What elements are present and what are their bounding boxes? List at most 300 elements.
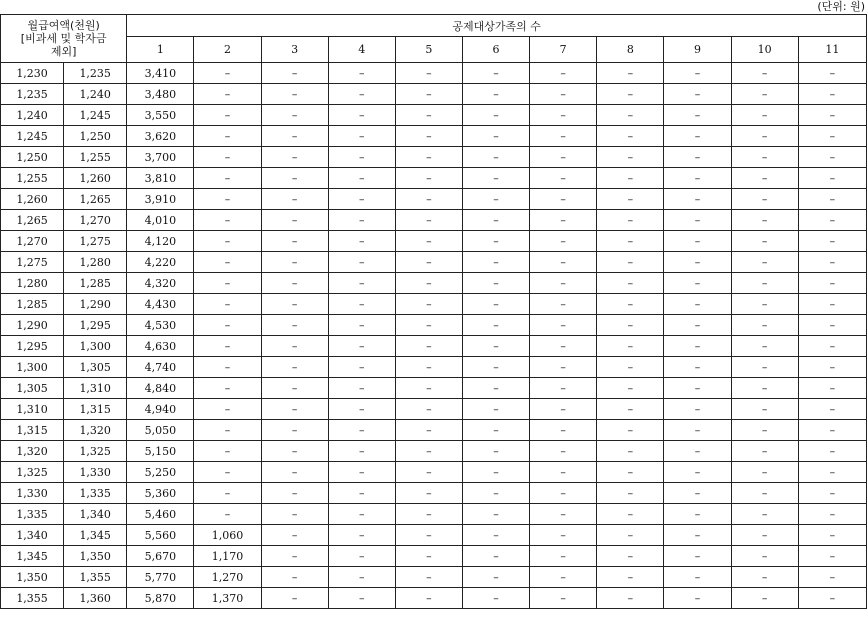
tax-amount-cell: –: [261, 588, 328, 609]
salary-to-cell: 1,265: [64, 189, 127, 210]
salary-from-cell: 1,275: [1, 252, 64, 273]
tax-amount-cell: –: [731, 420, 798, 441]
tax-amount-cell: –: [395, 462, 462, 483]
salary-from-cell: 1,265: [1, 210, 64, 231]
salary-to-cell: 1,235: [64, 63, 127, 84]
tax-amount-cell: –: [597, 420, 664, 441]
tax-amount-cell: –: [261, 210, 328, 231]
family-count-column-header: 2: [194, 37, 261, 63]
table-row: [1, 63, 867, 84]
salary-from-cell: 1,315: [1, 420, 64, 441]
tax-amount-cell: –: [462, 420, 529, 441]
tax-amount-cell: –: [328, 336, 395, 357]
tax-amount-cell: –: [597, 504, 664, 525]
tax-amount-cell: 3,550: [127, 105, 194, 126]
tax-amount-cell: –: [261, 462, 328, 483]
tax-amount-cell: –: [328, 231, 395, 252]
table-row: [1, 315, 867, 336]
tax-amount-cell: –: [395, 336, 462, 357]
tax-amount-cell: 4,940: [127, 399, 194, 420]
tax-amount-cell: –: [328, 84, 395, 105]
tax-amount-cell: –: [261, 399, 328, 420]
tax-amount-cell: 4,320: [127, 273, 194, 294]
tax-amount-cell: –: [731, 441, 798, 462]
salary-to-cell: 1,345: [64, 525, 127, 546]
tax-amount-cell: –: [798, 168, 866, 189]
table-row: [1, 336, 867, 357]
tax-amount-cell: –: [261, 126, 328, 147]
tax-amount-cell: –: [462, 189, 529, 210]
tax-amount-cell: –: [597, 462, 664, 483]
family-count-column-header: 6: [462, 37, 529, 63]
tax-amount-cell: –: [194, 273, 261, 294]
family-count-column-header: 9: [664, 37, 731, 63]
salary-from-cell: 1,320: [1, 441, 64, 462]
tax-amount-cell: –: [530, 588, 597, 609]
tax-amount-cell: 5,770: [127, 567, 194, 588]
tax-amount-cell: –: [194, 105, 261, 126]
tax-amount-cell: –: [530, 504, 597, 525]
tax-amount-cell: –: [597, 126, 664, 147]
tax-amount-cell: –: [261, 63, 328, 84]
tax-amount-cell: –: [731, 252, 798, 273]
salary-from-cell: 1,260: [1, 189, 64, 210]
tax-amount-cell: –: [664, 210, 731, 231]
tax-amount-cell: –: [798, 525, 866, 546]
tax-amount-cell: –: [395, 147, 462, 168]
table-row: [1, 588, 867, 609]
tax-amount-cell: –: [530, 168, 597, 189]
tax-amount-cell: –: [530, 252, 597, 273]
tax-amount-cell: –: [194, 294, 261, 315]
family-count-column-header: 4: [328, 37, 395, 63]
tax-amount-cell: –: [261, 420, 328, 441]
tax-amount-cell: –: [462, 504, 529, 525]
family-count-column-header: 8: [597, 37, 664, 63]
salary-to-cell: 1,330: [64, 462, 127, 483]
tax-amount-cell: –: [798, 441, 866, 462]
salary-to-cell: 1,315: [64, 399, 127, 420]
salary-from-cell: 1,285: [1, 294, 64, 315]
tax-amount-cell: –: [664, 315, 731, 336]
tax-amount-cell: –: [597, 399, 664, 420]
tax-amount-cell: 4,840: [127, 378, 194, 399]
tax-amount-cell: –: [328, 147, 395, 168]
tax-amount-cell: –: [395, 84, 462, 105]
tax-amount-cell: –: [798, 273, 866, 294]
tax-amount-cell: –: [664, 378, 731, 399]
salary-to-cell: 1,290: [64, 294, 127, 315]
family-count-column-header: 11: [798, 37, 866, 63]
family-count-column-header: 3: [261, 37, 328, 63]
tax-amount-cell: –: [395, 210, 462, 231]
tax-amount-cell: –: [328, 210, 395, 231]
tax-amount-cell: –: [462, 105, 529, 126]
tax-amount-cell: –: [664, 462, 731, 483]
tax-amount-cell: –: [731, 105, 798, 126]
tax-amount-cell: –: [530, 336, 597, 357]
tax-amount-cell: 4,010: [127, 210, 194, 231]
tax-amount-cell: 4,530: [127, 315, 194, 336]
tax-amount-cell: –: [731, 336, 798, 357]
salary-from-cell: 1,330: [1, 483, 64, 504]
table-row: [1, 504, 867, 525]
salary-to-cell: 1,270: [64, 210, 127, 231]
tax-amount-cell: –: [597, 84, 664, 105]
tax-amount-cell: –: [597, 441, 664, 462]
salary-from-cell: 1,305: [1, 378, 64, 399]
tax-amount-cell: –: [194, 483, 261, 504]
tax-amount-cell: –: [395, 105, 462, 126]
tax-amount-cell: –: [395, 420, 462, 441]
tax-amount-cell: –: [194, 399, 261, 420]
tax-amount-cell: –: [328, 252, 395, 273]
tax-amount-cell: –: [194, 168, 261, 189]
salary-from-cell: 1,235: [1, 84, 64, 105]
table-row: [1, 231, 867, 252]
tax-amount-cell: –: [530, 273, 597, 294]
tax-amount-cell: –: [664, 294, 731, 315]
tax-amount-cell: –: [664, 63, 731, 84]
tax-amount-cell: –: [664, 483, 731, 504]
tax-amount-cell: –: [194, 63, 261, 84]
salary-to-cell: 1,250: [64, 126, 127, 147]
table-row: [1, 105, 867, 126]
table-row: [1, 210, 867, 231]
salary-from-cell: 1,230: [1, 63, 64, 84]
tax-amount-cell: –: [194, 210, 261, 231]
tax-amount-cell: –: [597, 357, 664, 378]
tax-amount-cell: –: [798, 357, 866, 378]
tax-amount-cell: –: [798, 483, 866, 504]
table-row: [1, 252, 867, 273]
tax-amount-cell: –: [731, 294, 798, 315]
tax-amount-cell: –: [731, 525, 798, 546]
table-row: [1, 525, 867, 546]
table-row: [1, 126, 867, 147]
salary-to-cell: 1,260: [64, 168, 127, 189]
tax-amount-cell: –: [597, 189, 664, 210]
tax-amount-cell: –: [530, 483, 597, 504]
tax-amount-cell: –: [597, 105, 664, 126]
tax-amount-cell: –: [798, 378, 866, 399]
tax-amount-cell: –: [530, 189, 597, 210]
tax-amount-cell: –: [798, 567, 866, 588]
tax-amount-cell: –: [664, 189, 731, 210]
tax-amount-cell: –: [194, 252, 261, 273]
tax-amount-cell: 3,620: [127, 126, 194, 147]
tax-amount-cell: –: [328, 441, 395, 462]
salary-from-cell: 1,270: [1, 231, 64, 252]
tax-amount-cell: –: [194, 126, 261, 147]
salary-from-cell: 1,310: [1, 399, 64, 420]
tax-amount-cell: –: [261, 315, 328, 336]
salary-to-cell: 1,340: [64, 504, 127, 525]
tax-amount-cell: –: [597, 273, 664, 294]
tax-amount-cell: –: [328, 567, 395, 588]
tax-amount-cell: –: [395, 126, 462, 147]
tax-amount-cell: –: [731, 462, 798, 483]
tax-amount-cell: 4,630: [127, 336, 194, 357]
tax-amount-cell: 1,270: [194, 567, 261, 588]
tax-amount-cell: 1,060: [194, 525, 261, 546]
salary-to-cell: 1,350: [64, 546, 127, 567]
tax-amount-cell: –: [731, 273, 798, 294]
tax-amount-cell: –: [462, 210, 529, 231]
salary-to-cell: 1,285: [64, 273, 127, 294]
tax-amount-cell: –: [261, 231, 328, 252]
tax-amount-cell: –: [597, 210, 664, 231]
tax-amount-cell: –: [328, 546, 395, 567]
tax-amount-cell: –: [328, 63, 395, 84]
table-row: [1, 462, 867, 483]
table-row: [1, 273, 867, 294]
tax-amount-cell: –: [798, 336, 866, 357]
table-row: [1, 378, 867, 399]
tax-amount-cell: 4,120: [127, 231, 194, 252]
tax-amount-cell: –: [530, 462, 597, 483]
tax-amount-cell: 3,810: [127, 168, 194, 189]
salary-to-cell: 1,305: [64, 357, 127, 378]
tax-amount-cell: –: [664, 126, 731, 147]
tax-amount-cell: –: [530, 126, 597, 147]
tax-amount-cell: –: [798, 252, 866, 273]
salary-header-line3: 제외]: [50, 45, 77, 58]
salary-from-cell: 1,350: [1, 567, 64, 588]
tax-amount-cell: –: [462, 441, 529, 462]
tax-amount-cell: –: [664, 441, 731, 462]
salary-header-line1: 월급여액(천원): [27, 19, 100, 32]
tax-amount-cell: –: [462, 273, 529, 294]
tax-amount-cell: –: [664, 525, 731, 546]
tax-amount-cell: –: [395, 588, 462, 609]
salary-to-cell: 1,245: [64, 105, 127, 126]
table-row: [1, 84, 867, 105]
tax-amount-cell: 5,560: [127, 525, 194, 546]
tax-amount-cell: –: [328, 189, 395, 210]
tax-amount-cell: –: [530, 147, 597, 168]
tax-amount-cell: –: [328, 294, 395, 315]
tax-amount-cell: –: [194, 189, 261, 210]
tax-amount-cell: –: [462, 63, 529, 84]
salary-to-cell: 1,275: [64, 231, 127, 252]
tax-amount-cell: –: [328, 525, 395, 546]
tax-amount-cell: –: [462, 357, 529, 378]
tax-amount-cell: –: [664, 546, 731, 567]
tax-amount-cell: –: [798, 84, 866, 105]
tax-amount-cell: –: [664, 336, 731, 357]
tax-amount-cell: 3,480: [127, 84, 194, 105]
salary-to-cell: 1,310: [64, 378, 127, 399]
tax-amount-cell: –: [328, 588, 395, 609]
tax-amount-cell: –: [530, 420, 597, 441]
tax-amount-cell: –: [462, 231, 529, 252]
tax-amount-cell: –: [395, 189, 462, 210]
tax-amount-cell: –: [731, 84, 798, 105]
table-row: [1, 294, 867, 315]
tax-amount-cell: –: [597, 147, 664, 168]
tax-amount-cell: –: [395, 546, 462, 567]
tax-amount-cell: –: [530, 84, 597, 105]
tax-amount-cell: –: [597, 168, 664, 189]
tax-amount-cell: –: [194, 504, 261, 525]
tax-amount-cell: –: [731, 567, 798, 588]
tax-amount-cell: 5,250: [127, 462, 194, 483]
table-row: [1, 546, 867, 567]
tax-amount-cell: –: [395, 315, 462, 336]
tax-amount-cell: –: [664, 231, 731, 252]
tax-amount-cell: –: [328, 420, 395, 441]
tax-amount-cell: –: [530, 231, 597, 252]
tax-amount-cell: –: [731, 210, 798, 231]
tax-amount-cell: –: [798, 189, 866, 210]
tax-amount-cell: –: [462, 588, 529, 609]
tax-amount-cell: –: [261, 84, 328, 105]
tax-amount-cell: –: [798, 63, 866, 84]
withholding-tax-table: [0, 14, 867, 609]
tax-amount-cell: –: [462, 168, 529, 189]
tax-amount-cell: –: [395, 504, 462, 525]
tax-amount-cell: –: [395, 252, 462, 273]
tax-amount-cell: –: [261, 378, 328, 399]
tax-amount-cell: –: [395, 399, 462, 420]
tax-amount-cell: –: [462, 399, 529, 420]
tax-amount-cell: –: [261, 504, 328, 525]
tax-amount-cell: –: [395, 273, 462, 294]
tax-amount-cell: –: [194, 147, 261, 168]
tax-amount-cell: –: [798, 315, 866, 336]
tax-amount-cell: –: [798, 588, 866, 609]
tax-amount-cell: –: [194, 378, 261, 399]
tax-amount-cell: –: [597, 378, 664, 399]
tax-amount-cell: –: [664, 84, 731, 105]
tax-amount-cell: 3,910: [127, 189, 194, 210]
tax-amount-cell: –: [664, 357, 731, 378]
tax-amount-cell: –: [731, 588, 798, 609]
salary-to-cell: 1,280: [64, 252, 127, 273]
tax-amount-cell: –: [798, 420, 866, 441]
tax-amount-cell: –: [328, 399, 395, 420]
tax-amount-cell: 4,740: [127, 357, 194, 378]
tax-amount-cell: –: [194, 462, 261, 483]
tax-amount-cell: –: [798, 147, 866, 168]
tax-amount-cell: –: [664, 567, 731, 588]
family-number-row: [1, 37, 867, 63]
tax-amount-cell: –: [462, 84, 529, 105]
tax-amount-cell: 4,430: [127, 294, 194, 315]
table-row: [1, 483, 867, 504]
tax-amount-cell: –: [328, 378, 395, 399]
tax-amount-cell: –: [664, 420, 731, 441]
tax-amount-cell: 5,870: [127, 588, 194, 609]
tax-amount-cell: –: [194, 84, 261, 105]
tax-amount-cell: –: [261, 567, 328, 588]
tax-amount-cell: –: [597, 546, 664, 567]
tax-amount-cell: –: [664, 105, 731, 126]
tax-amount-cell: –: [462, 294, 529, 315]
table-row: [1, 168, 867, 189]
tax-amount-cell: –: [731, 357, 798, 378]
tax-amount-cell: –: [731, 546, 798, 567]
salary-to-cell: 1,255: [64, 147, 127, 168]
tax-amount-cell: –: [530, 105, 597, 126]
tax-amount-cell: –: [664, 168, 731, 189]
tax-amount-cell: 5,360: [127, 483, 194, 504]
tax-amount-cell: –: [798, 546, 866, 567]
family-count-column-header: 1: [127, 37, 194, 63]
family-count-column-header: 7: [530, 37, 597, 63]
tax-amount-cell: –: [194, 315, 261, 336]
tax-amount-cell: –: [731, 231, 798, 252]
tax-amount-cell: –: [798, 126, 866, 147]
tax-amount-cell: –: [462, 147, 529, 168]
tax-amount-cell: –: [798, 105, 866, 126]
table-row: [1, 567, 867, 588]
tax-amount-cell: –: [328, 483, 395, 504]
tax-amount-cell: –: [731, 189, 798, 210]
tax-amount-cell: –: [328, 504, 395, 525]
tax-amount-cell: –: [731, 126, 798, 147]
table-row: [1, 189, 867, 210]
tax-amount-cell: –: [194, 441, 261, 462]
salary-to-cell: 1,360: [64, 588, 127, 609]
tax-amount-cell: –: [462, 315, 529, 336]
tax-amount-cell: –: [462, 252, 529, 273]
table-row: [1, 357, 867, 378]
tax-amount-cell: –: [597, 483, 664, 504]
tax-amount-cell: –: [597, 588, 664, 609]
tax-amount-cell: –: [798, 504, 866, 525]
tax-amount-cell: –: [462, 378, 529, 399]
salary-from-cell: 1,245: [1, 126, 64, 147]
tax-amount-cell: –: [731, 399, 798, 420]
salary-from-cell: 1,325: [1, 462, 64, 483]
tax-amount-cell: –: [798, 231, 866, 252]
tax-amount-cell: –: [597, 315, 664, 336]
tax-amount-cell: –: [395, 294, 462, 315]
table-row: [1, 441, 867, 462]
tax-amount-cell: –: [731, 147, 798, 168]
tax-amount-cell: –: [462, 546, 529, 567]
salary-from-cell: 1,240: [1, 105, 64, 126]
tax-amount-cell: –: [261, 168, 328, 189]
tax-amount-cell: 1,370: [194, 588, 261, 609]
salary-from-cell: 1,340: [1, 525, 64, 546]
tax-amount-cell: –: [328, 315, 395, 336]
tax-amount-cell: –: [194, 336, 261, 357]
tax-amount-cell: –: [798, 210, 866, 231]
tax-amount-cell: –: [798, 399, 866, 420]
tax-amount-cell: –: [530, 315, 597, 336]
table-row: [1, 399, 867, 420]
tax-amount-cell: –: [597, 294, 664, 315]
tax-amount-cell: –: [395, 63, 462, 84]
unit-label: (단위: 원): [817, 0, 865, 13]
tax-amount-cell: –: [261, 357, 328, 378]
tax-amount-cell: –: [664, 273, 731, 294]
tax-amount-cell: 5,460: [127, 504, 194, 525]
salary-to-cell: 1,325: [64, 441, 127, 462]
tax-amount-cell: –: [462, 483, 529, 504]
tax-amount-cell: –: [261, 546, 328, 567]
tax-amount-cell: –: [530, 546, 597, 567]
table-body: [1, 63, 867, 609]
tax-amount-cell: –: [798, 294, 866, 315]
tax-amount-cell: 5,050: [127, 420, 194, 441]
tax-amount-cell: –: [261, 294, 328, 315]
tax-amount-cell: –: [597, 336, 664, 357]
salary-from-cell: 1,335: [1, 504, 64, 525]
